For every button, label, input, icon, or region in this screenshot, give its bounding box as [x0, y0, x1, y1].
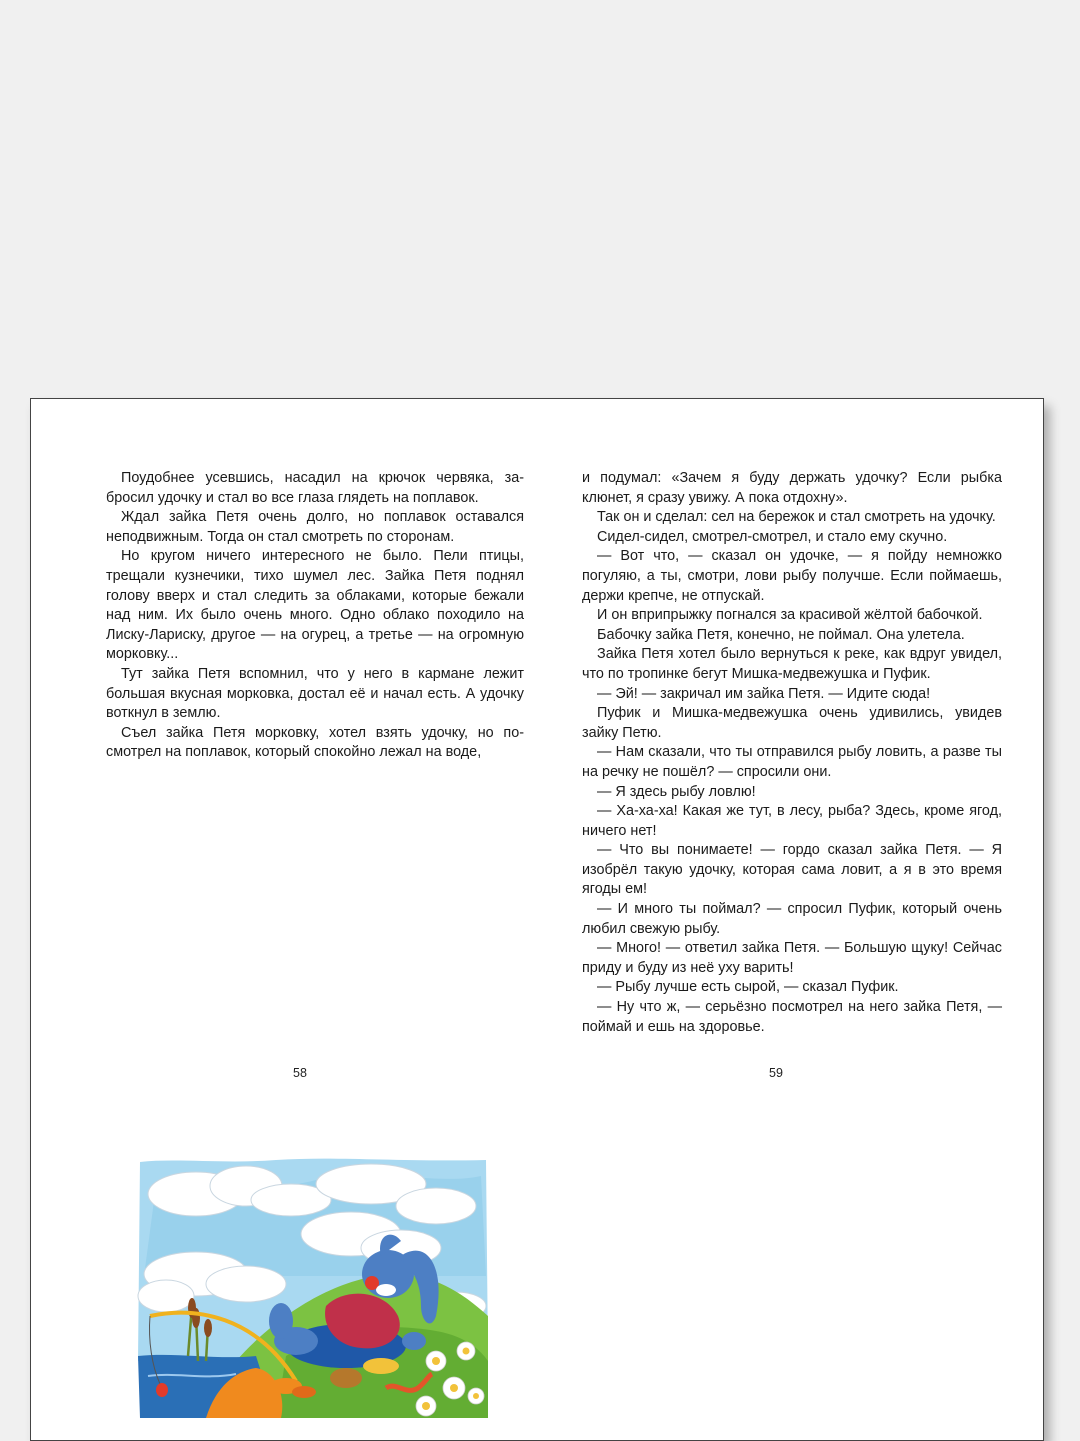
paragraph: И он вприпрыжку погнался за красивой жёлтой бабочкой.	[597, 607, 983, 624]
book-spread	[30, 398, 1044, 1441]
page-number-left: 58	[293, 1066, 307, 1080]
paragraph: Пуфик и Мишка-медвежушка очень удивились, увидев зайку Петю.	[582, 705, 1002, 741]
paragraph: Так он и сделал: сел на бережок и стал смотреть на удочку.	[597, 509, 996, 526]
paragraph: — Эй! — закричал им зайка Петя. — Идите сюда!	[597, 685, 931, 702]
paragraph: Сидел-сидел, смотрел-смотрел, и стало ему скучно.	[597, 528, 948, 545]
left-page-text	[106, 469, 524, 763]
paragraph: — Много! — ответил зайка Петя. — Большую щуку! Сейчас приду и буду из неё уху варить!	[582, 940, 1002, 976]
paragraph: — Я здесь рыбу ловлю!	[597, 783, 756, 800]
paragraph: — Вот что, — сказал он удочке, — я пойду немножко погуляю, а ты, смотри, лови рыбу получше. Если поймаешь, держи крепче, не отпускай.	[582, 548, 1002, 604]
paragraph: Ждал зайка Петя очень долго, но поплавок оставался неподвижным. Тогда он стал смотреть по сторонам.	[106, 509, 524, 545]
right-page-text	[582, 469, 1002, 1037]
page-number-right: 59	[769, 1066, 783, 1080]
right-page	[582, 469, 1002, 1037]
paragraph: Поудобнее усевшись, насадил на крючок червяка, забросил удочку и стал во все глаза глядеть на поплавок.	[106, 470, 524, 506]
paragraph: и подумал: «Зачем я буду держать удочку? Если рыбка клюнет, я сразу увижу. А пока отдохну».	[582, 470, 1002, 506]
paragraph: Бабочку зайка Петя, конечно, не поймал. Она улетела.	[597, 626, 965, 643]
paragraph: — Ну что ж, — серьёзно посмотрел на него зайка Петя, — поймай и ешь на здоровье.	[582, 999, 1002, 1035]
paragraph: — Нам сказали, что ты отправился рыбу ловить, а разве ты на речку не пошёл? — спросили они.	[582, 744, 1002, 780]
left-page	[106, 469, 524, 763]
paragraph: Тут зайка Петя вспомнил, что у него в кармане лежит большая вкусная морковка, достал её и начал есть. А удочку воткнул в землю.	[106, 665, 524, 722]
paragraph: — И много ты поймал? — спросил Пуфик, который очень любил свежую рыбу.	[582, 901, 1002, 937]
paragraph: — Рыбу лучше есть сырой, — сказал Пуфик.	[597, 979, 899, 996]
bunny-fishing-illustration	[136, 1156, 490, 1418]
paragraph: — Ха-ха-ха! Какая же тут, в лесу, рыба? Здесь, кроме ягод, ничего нет!	[582, 803, 1002, 839]
paragraph: Но кругом ничего интересного не было. Пели птицы, трещали кузнечики, тихо шумел лес. Зайка Петя поднял голову вверх и стал следить за облаками, которые бежали над ним. Их было очень много. Одно облако походило на Лиску-Лариску, другое — на огурец, а третье — на огромную морковку...	[106, 548, 524, 663]
paragraph: — Что вы понимаете! — гордо сказал зайка Петя. — Я изобрёл такую удочку, которая сама ловит, а я в это время ягоды ем!	[582, 842, 1002, 898]
paragraph: Зайка Петя хотел было вернуться к реке, как вдруг увидел, что по тропинке бегут Мишка-медвежушка и Пуфик.	[582, 646, 1002, 682]
paragraph: Съел зайка Петя морковку, хотел взять удочку, но посмотрел на поплавок, который спокойно лежал на воде,	[106, 724, 524, 761]
